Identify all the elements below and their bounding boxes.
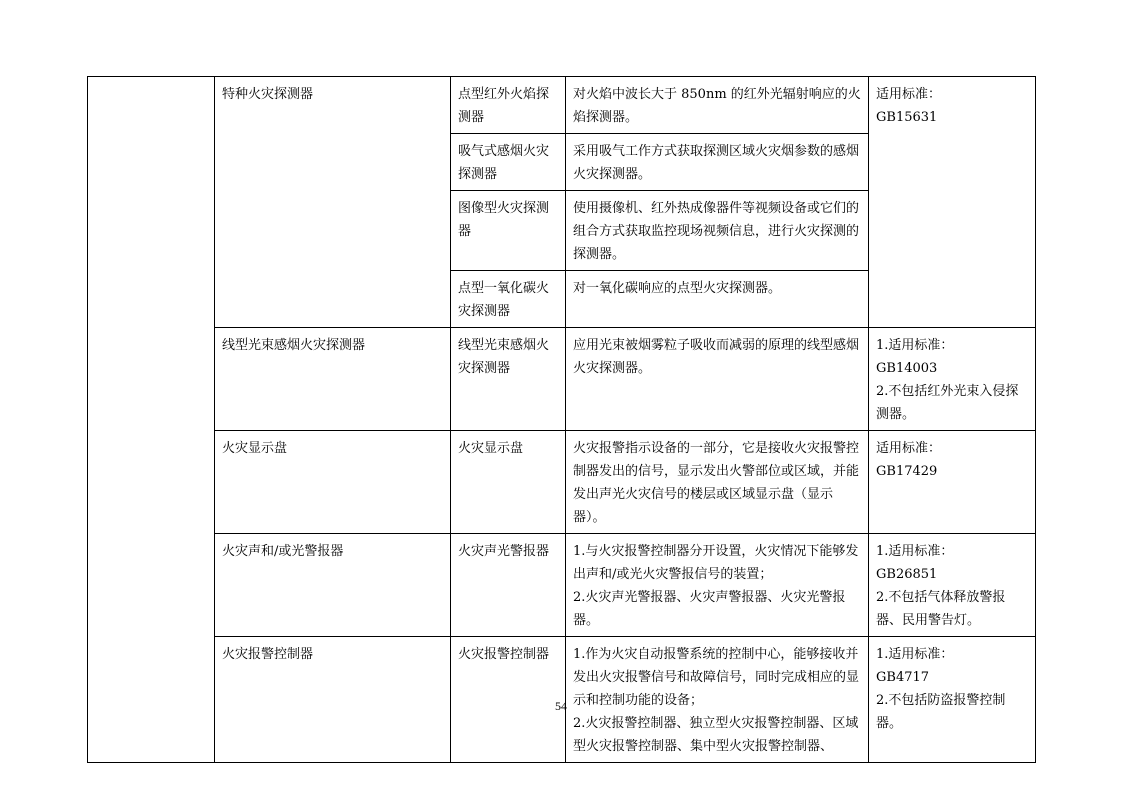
standard-line: 2.不包括防盗报警控制器。 bbox=[876, 693, 1006, 731]
product-name-cell: 火灾显示盘 bbox=[451, 431, 566, 534]
standard-line: 2.不包括红外光束入侵探测器。 bbox=[876, 384, 1019, 422]
standard-code: GB26851 bbox=[876, 567, 938, 582]
category-cell: 火灾报警控制器 bbox=[215, 637, 451, 763]
description-line: 1.与火灾报警控制器分开设置，火灾情况下能够发出声和/或光火灾警报信号的装置； bbox=[573, 544, 859, 582]
product-name-cell: 点型红外火焰探测器 bbox=[451, 77, 566, 134]
product-name-cell: 线型光束感烟火灾探测器 bbox=[451, 328, 566, 431]
description-cell: 对火焰中波长大于 850nm 的红外光辐射响应的火焰探测器。 bbox=[566, 77, 869, 134]
standard-cell bbox=[869, 328, 1036, 431]
standard-code: GB15631 bbox=[876, 110, 938, 125]
category-cell: 火灾声和/或光警报器 bbox=[215, 534, 451, 637]
standard-cell bbox=[869, 77, 1036, 328]
description-line: 2.火灾报警控制器、独立型火灾报警控制器、区域型火灾报警控制器、集中型火灾报警控制器、 bbox=[573, 716, 859, 754]
standard-line: 适用标准： bbox=[876, 87, 942, 102]
product-name-cell: 吸气式感烟火灾探测器 bbox=[451, 134, 566, 191]
product-name-cell: 火灾报警控制器 bbox=[451, 637, 566, 763]
category-cell: 特种火灾探测器 bbox=[215, 77, 451, 328]
description-line: 1.作为火灾自动报警系统的控制中心，能够接收并发出火灾报警信号和故障信号，同时完成相应的显示和控制功能的设备； bbox=[573, 647, 860, 708]
description-cell: 使用摄像机、红外热成像器件等视频设备或它们的组合方式获取监控现场视频信息，进行火灾探测的探测器。 bbox=[566, 191, 869, 271]
description-cell: 火灾报警指示设备的一部分，它是接收火灾报警控制器发出的信号，显示发出火警部位或区域，并能发出声光火灾信号的楼层或区域显示盘（显示器）。 bbox=[566, 431, 869, 534]
standard-line: 2.不包括气体释放警报器、民用警告灯。 bbox=[876, 590, 1006, 628]
table-row bbox=[88, 77, 1036, 134]
standard-line: 1.适用标准： bbox=[876, 647, 954, 662]
product-name-cell: 图像型火灾探测器 bbox=[451, 191, 566, 271]
category-cell: 线型光束感烟火灾探测器 bbox=[215, 328, 451, 431]
standard-cell bbox=[869, 534, 1036, 637]
page-number: 54 bbox=[555, 699, 567, 713]
product-name-cell: 点型一氧化碳火灾探测器 bbox=[451, 271, 566, 328]
standard-code: GB14003 bbox=[876, 361, 938, 376]
standard-line: 适用标准： bbox=[876, 441, 942, 456]
product-catalog-table bbox=[87, 76, 1036, 763]
table-row bbox=[88, 328, 1036, 431]
description-line: 2.火灾声光警报器、火灾声警报器、火灾光警报器。 bbox=[573, 590, 846, 628]
description-cell: 对一氧化碳响应的点型火灾探测器。 bbox=[566, 271, 869, 328]
table-row bbox=[88, 431, 1036, 534]
table-row bbox=[88, 534, 1036, 637]
description-cell: 应用光束被烟雾粒子吸收而减弱的原理的线型感烟火灾探测器。 bbox=[566, 328, 869, 431]
standard-code: GB17429 bbox=[876, 464, 938, 479]
description-cell bbox=[566, 534, 869, 637]
category-cell: 火灾显示盘 bbox=[215, 431, 451, 534]
standard-line: 1.适用标准： bbox=[876, 338, 954, 353]
product-name-cell: 火灾声光警报器 bbox=[451, 534, 566, 637]
standard-line: 1.适用标准： bbox=[876, 544, 954, 559]
standard-code: GB4717 bbox=[876, 670, 930, 685]
description-cell: 采用吸气工作方式获取探测区域火灾烟参数的感烟火灾探测器。 bbox=[566, 134, 869, 191]
category-level1-cell bbox=[88, 77, 215, 763]
standard-cell bbox=[869, 431, 1036, 534]
